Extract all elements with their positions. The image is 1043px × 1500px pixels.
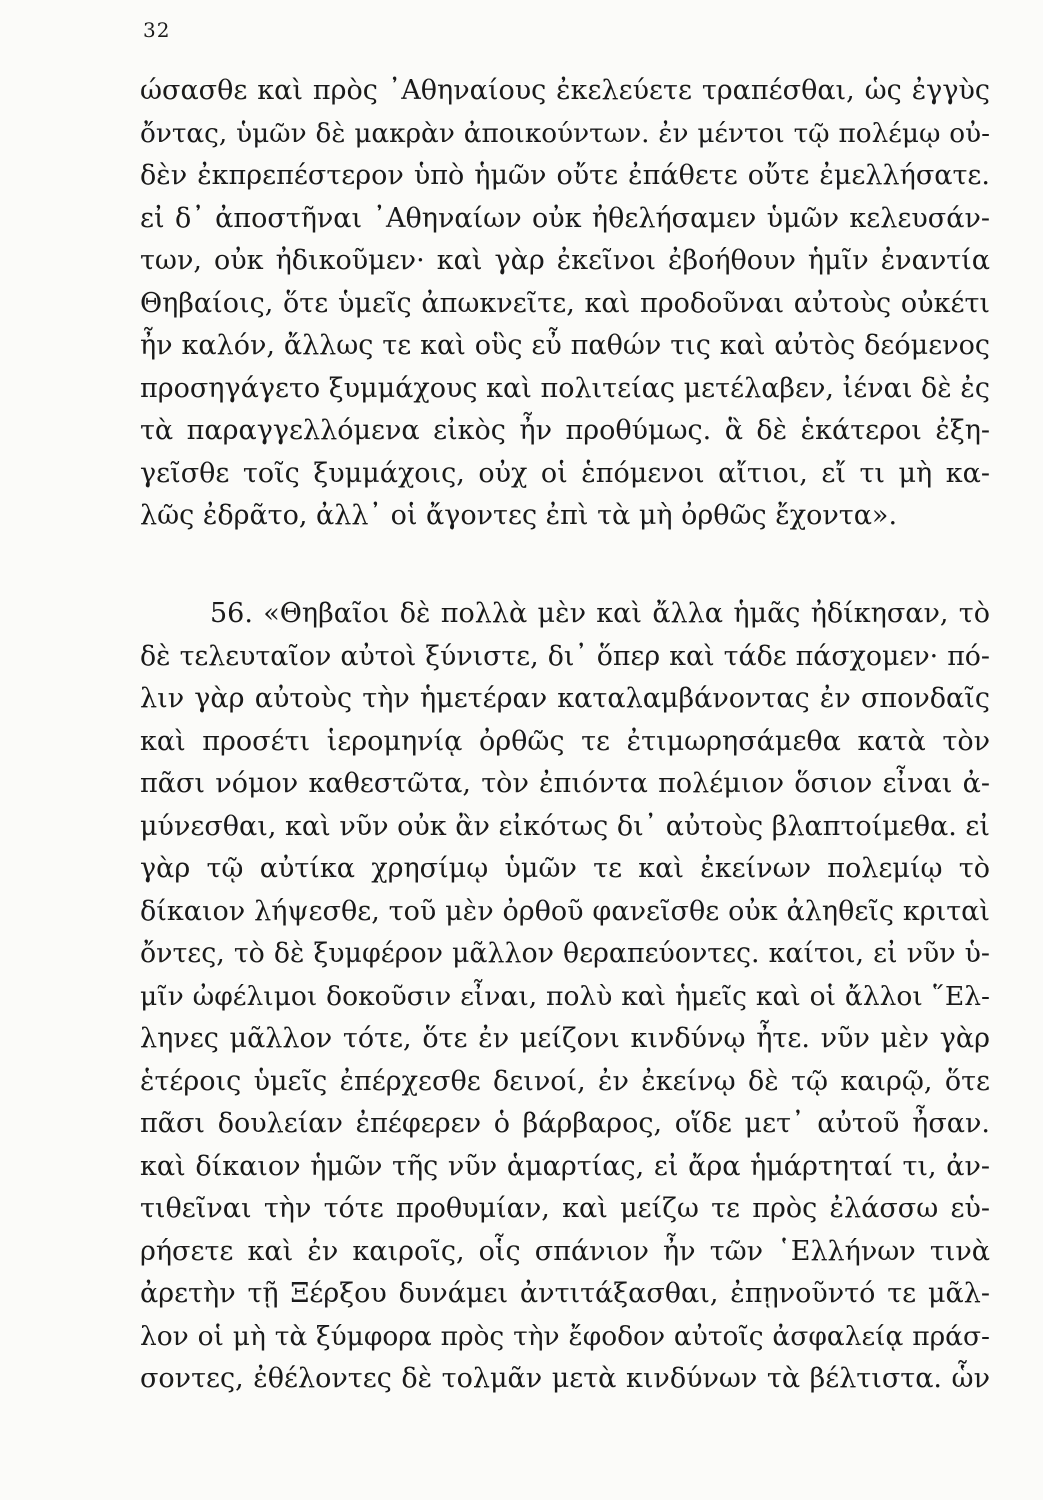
text-line: τιθεῖναι τὴν τότε προθυμίαν, καὶ μείζω τε πρὸς ἐλάσσω εὑ-	[140, 1193, 990, 1224]
text-line: σοντες, ἐθέλοντες δὲ τολμᾶν μετὰ κινδύνων τὰ βέλτιστα. ὧν	[140, 1363, 990, 1394]
text-line: εἰ δ᾽ ἀποστῆναι ᾽Αθηναίων οὐκ ἠθελήσαμεν ὑμῶν κελευσάν-	[140, 202, 990, 234]
text-line: ρήσετε καὶ ἐν καιροῖς, οἷς σπάνιον ἦν τῶν ῾Ελλήνων τινὰ	[140, 1235, 990, 1267]
text-line: δίκαιον λήψεσθε, τοῦ μὲν ὀρθοῦ φανεῖσθε οὐκ ἀληθεῖς κριταὶ	[140, 895, 990, 927]
text-line: ὄντες, τὸ δὲ ξυμφέρον μᾶλλον θεραπεύοντες. καίτοι, εἰ νῦν ὑ-	[140, 938, 990, 969]
text-line: ληνες μᾶλλον τότε, ὅτε ἐν μείζονι κινδύνῳ ἦτε. νῦν μὲν γὰρ	[140, 1023, 990, 1054]
text-line: ἑτέροις ὑμεῖς ἐπέρχεσθε δεινοί, ἐν ἐκείνῳ δὲ τῷ καιρῷ, ὅτε	[140, 1065, 990, 1097]
text-line: ἦν καλόν, ἄλλως τε καὶ οὓς εὖ παθών τις καὶ αὐτὸς δεόμενος	[140, 330, 990, 361]
text-line: ώσασθε καὶ πρὸς ᾽Αθηναίους ἐκελεύετε τραπέσθαι, ὡς ἐγγὺς	[140, 75, 990, 106]
text-line: πᾶσι νόμον καθεστῶτα, τὸν ἐπιόντα πολέμιον ὅσιον εἶναι ἀ-	[140, 768, 990, 799]
text-line: δὲν ἐκπρεπέστερον ὑπὸ ἡμῶν οὔτε ἐπάθετε οὔτε ἐμελλήσατε.	[140, 160, 990, 191]
paragraph-2	[140, 593, 990, 1401]
text-line: γεῖσθε τοῖς ξυμμάχοις, οὐχ οἱ ἑπόμενοι αἴτιοι, εἴ τι μὴ κα-	[140, 457, 990, 489]
text-line: λιν γὰρ αὐτοὺς τὴν ἡμετέραν καταλαμβάνοντας ἐν σπονδαῖς	[140, 683, 990, 714]
text-line: ἀρετὴν τῇ Ξέρξου δυνάμει ἀντιτάξασθαι, ἐπῃνοῦντό τε μᾶλ-	[140, 1278, 990, 1309]
text-line: προσηγάγετο ξυμμάχους καὶ πολιτείας μετέλαβεν, ἰέναι δὲ ἐς	[140, 372, 990, 404]
text-line: τὰ παραγγελλόμενα εἰκὸς ἦν προθύμως. ἃ δὲ ἑκάτεροι ἐξη-	[140, 415, 990, 446]
text-line: δὲ τελευταῖον αὐτοὶ ξύνιστε, δι᾽ ὅπερ καὶ τάδε πάσχομεν· πό-	[140, 640, 990, 672]
text-line: μύνεσθαι, καὶ νῦν οὐκ ἂν εἰκότως δι᾽ αὐτοὺς βλαπτοίμεθα. εἰ	[140, 810, 990, 842]
text-line: πᾶσι δουλείαν ἐπέφερεν ὁ βάρβαρος, οἵδε μετ᾽ αὐτοῦ ἦσαν.	[140, 1108, 990, 1139]
text-line: λῶς ἐδρᾶτο, ἀλλ᾽ οἱ ἄγοντες ἐπὶ τὰ μὴ ὀρθῶς ἔχοντα».	[140, 500, 898, 531]
text-line: 56. «Θηβαῖοι δὲ πολλὰ μὲν καὶ ἄλλα ἡμᾶς ἠδίκησαν, τὸ	[210, 598, 990, 629]
text-line: γὰρ τῷ αὐτίκα χρησίμῳ ὑμῶν τε καὶ ἐκείνων πολεμίῳ τὸ	[140, 853, 990, 884]
text-line: Θηβαίοις, ὅτε ὑμεῖς ἀπωκνεῖτε, καὶ προδοῦναι αὐτοὺς οὐκέτι	[140, 287, 990, 319]
page-number: 32	[143, 18, 171, 42]
paragraph-1	[140, 70, 990, 538]
text-line: καὶ δίκαιον ἡμῶν τῆς νῦν ἁμαρτίας, εἰ ἄρα ἡμάρτηταί τι, ἀν-	[140, 1150, 990, 1182]
text-line: ὄντας, ὑμῶν δὲ μακρὰν ἀποικούντων. ἐν μέντοι τῷ πολέμῳ οὐ-	[140, 118, 990, 149]
text-line: λον οἱ μὴ τὰ ξύμφορα πρὸς τὴν ἔφοδον αὐτοῖς ἀσφαλείᾳ πράσ-	[140, 1320, 990, 1352]
text-line: μῖν ὠφέλιμοι δοκοῦσιν εἶναι, πολὺ καὶ ἡμεῖς καὶ οἱ ἄλλοι ῞Ελ-	[140, 980, 990, 1012]
text-line: καὶ προσέτι ἱερομηνίᾳ ὀρθῶς τε ἐτιμωρησάμεθα κατὰ τὸν	[140, 725, 990, 757]
text-line: των, οὐκ ἠδικοῦμεν· καὶ γὰρ ἐκεῖνοι ἐβοήθουν ἡμῖν ἐναντία	[140, 245, 990, 276]
